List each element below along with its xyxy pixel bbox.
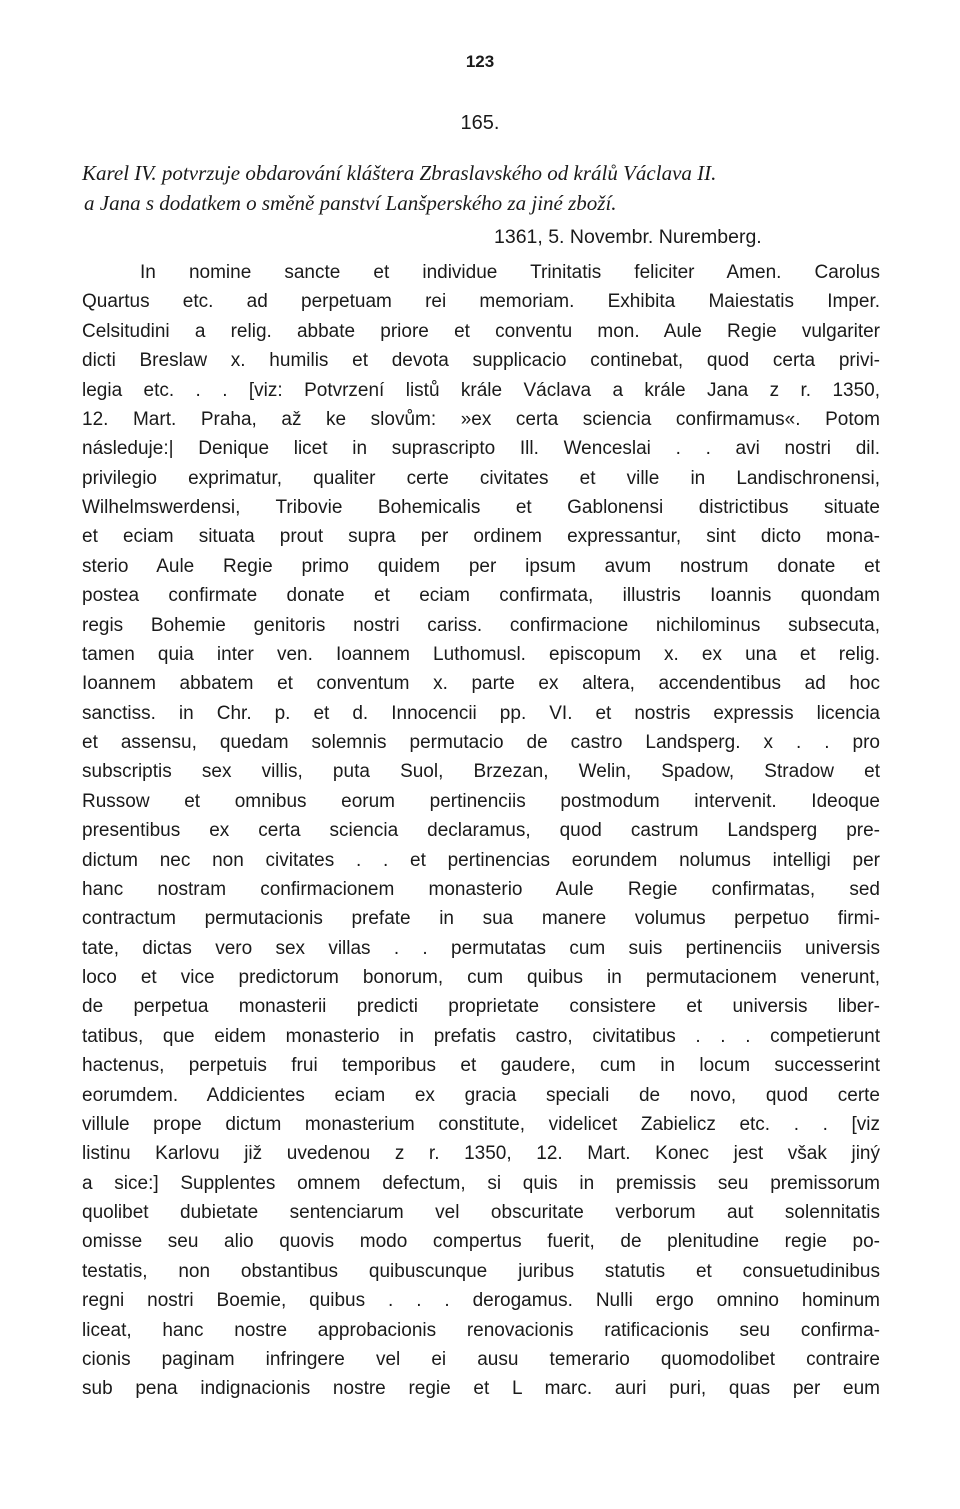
text-line: sterio Aule Regie primo quidem per ipsum avum nostrum donate et (82, 555, 880, 577)
dateline: 1361, 5. Novembr. Nuremberg. (494, 226, 762, 248)
text-line: dicti Breslaw x. humilis et devota supplicacio continebat, quod certa privi- (82, 350, 880, 372)
text-line: legia etc. . . [viz: Potvrzení listů krále Václava a krále Jana z r. 1350, (82, 379, 880, 401)
text-line: liceat, hanc nostre approbacionis renovacionis ratificacionis seu confirma- (82, 1319, 880, 1341)
text-line: hactenus, perpetuis frui temporibus et gaudere, cum in locum successerint (82, 1055, 880, 1077)
text-line: dictum nec non civitates . . et pertinencias eorundem nolumus intelligi per (82, 849, 880, 871)
charter-text (82, 258, 880, 1404)
text-line: subscriptis sex villis, puta Suol, Brzezan, Welin, Spadow, Stradow et (82, 761, 880, 783)
text-line: Wilhelmswerdensi, Tribovie Bohemicalis et Gablonensi districtibus situate (82, 497, 880, 518)
text-line: quolibet dubietate sentenciarum vel obscuritate verborum aut solennitatis (82, 1202, 880, 1223)
text-line: Celsitudini a relig. abbate priore et conventu mon. Aule Regie vulgariter (82, 320, 880, 342)
text-line: contractum permutacionis prefate in sua manere volumus perpetuo firmi- (82, 908, 880, 930)
text-line: presentibus ex certa sciencia declaramus, quod castrum Landsperg pre- (82, 820, 880, 842)
text-line: tamen quia inter ven. Ioannem Luthomusl. episcopum x. ex una et relig. (82, 643, 880, 665)
regest-line: a Jana s dodatkem o směně panství Lanšperského za jiné zboží. (84, 191, 617, 215)
text-line: listinu Karlovu již uvedenou z r. 1350, 12. Mart. Konec jest však jiný (82, 1143, 880, 1165)
page-number: 123 (465, 52, 495, 71)
text-line: tatibus, que eidem monasterio in prefatis castro, civitatibus . . . competierunt (82, 1025, 880, 1047)
text-line: omisse seu alio quovis modo compertus fuerit, de plenitudine regie po- (82, 1231, 880, 1253)
text-line: eorumdem. Addicientes eciam ex gracia speciali de novo, quod certe (82, 1084, 880, 1106)
text-line: villule prope dictum monasterium constitute, videlicet Zabielicz etc. . . [viz (82, 1113, 880, 1135)
text-line: a sice:] Supplentes omnem defectum, si quis in premissis seu premissorum (82, 1172, 880, 1194)
text-line: sanctiss. in Chr. p. et d. Innocencii pp. VI. et nostris expressis licencia (82, 702, 880, 724)
text-line: regis Bohemie genitoris nostri cariss. confirmacione nichilominus subsecuta, (82, 614, 880, 636)
text-line: postea confirmate donate et eciam confirmata, illustris Ioannis quondam (82, 585, 880, 607)
text-line: cionis paginam infringere vel ei ausu temerario quomodolibet contraire (82, 1348, 880, 1370)
text-line: Russow et omnibus eorum pertinenciis postmodum intervenit. Ideoque (82, 790, 880, 812)
text-line: de perpetua monasterii predicti proprietate consistere et universis liber- (82, 996, 880, 1018)
text-line: loco et vice predictorum bonorum, cum quibus in permutacionem venerunt, (82, 967, 880, 988)
regest-line: Karel IV. potvrzuje obdarování kláštera Zbraslavského od králů Václava II. (82, 161, 717, 185)
text-line: následuje:| Denique licet in suprascripto Ill. Wenceslai . . avi nostri dil. (82, 438, 880, 460)
text-line: Quartus etc. ad perpetuam rei memoriam. Exhibita Maiestatis Imper. (82, 291, 880, 313)
text-line: In nomine sancte et individue Trinitatis feliciter Amen. Carolus (140, 262, 880, 283)
regest-summary (82, 158, 882, 218)
text-line: regni nostri Boemie, quibus . . . derogamus. Nulli ergo omnino hominum (82, 1290, 880, 1312)
text-line: et eciam situata prout supra per ordinem expressantur, sint dicto mona- (82, 526, 880, 548)
text-line: et assensu, quedam solemnis permutacio de castro Landsperg. x . . pro (82, 732, 880, 753)
text-line: 12. Mart. Praha, až ke slovům: »ex certa sciencia confirmamus«. Potom (82, 408, 880, 430)
text-line: hanc nostram confirmacionem monasterio Aule Regie confirmatas, sed (82, 878, 880, 900)
document-number: 165. (460, 112, 500, 134)
text-line: testatis, non obstantibus quibuscunque juribus statutis et consuetudinibus (82, 1260, 880, 1282)
text-line: sub pena indignacionis nostre regie et L marc. auri puri, quas per eum (82, 1378, 880, 1400)
text-line: Ioannem abbatem et conventum x. parte ex altera, accendentibus ad hoc (82, 673, 880, 695)
text-line: privilegio exprimatur, qualiter certe civitates et ville in Landischronensi, (82, 467, 880, 489)
text-line: tate, dictas vero sex villas . . permutatas cum suis pertinenciis universis (82, 937, 880, 959)
